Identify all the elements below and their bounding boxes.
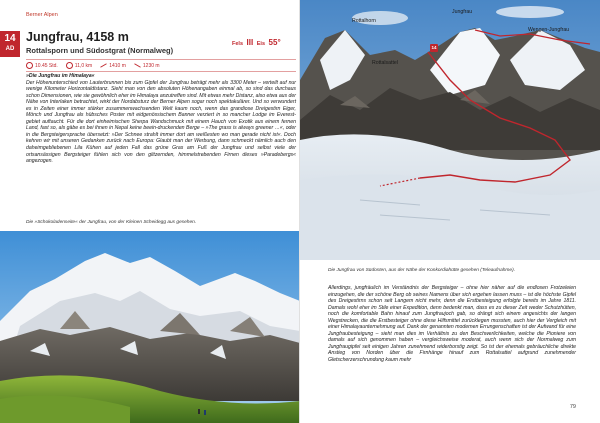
- page-number: 79: [569, 404, 576, 410]
- descent-icon: [134, 62, 141, 69]
- label-rottalhorn: Rottalhorn: [352, 18, 376, 24]
- tour-grade: AD: [5, 46, 15, 52]
- label-rottalsattel: Rottalsattel: [372, 60, 398, 66]
- stat-time-value: 10.45 Std.: [35, 62, 58, 69]
- jungfrau-southeast-photo: [300, 0, 600, 260]
- route-number-badge: 14: [431, 45, 437, 50]
- stat-descent-value: 1230 m: [142, 62, 160, 69]
- eis-label: Eis: [256, 41, 266, 47]
- jungfrau-north-photo: [0, 231, 300, 423]
- right-page: [300, 0, 600, 423]
- divider: [26, 71, 296, 72]
- label-wengen-jungfrau: Wengen-Jungfrau: [528, 27, 570, 33]
- difficulty-rating: [232, 38, 283, 47]
- stat-ascent: [100, 62, 126, 69]
- photo-caption-right: Die Jungfrau von Südosten, aus der Nähe der Konkordiahütte gesehen (Teleaufnahme).: [328, 268, 516, 273]
- eis-grade: 55°: [268, 38, 281, 47]
- distance-icon: [66, 62, 73, 69]
- ascent-icon: [100, 62, 107, 69]
- body-text-right: Allerdings, jungfräulich im Verständnis der Bergsteiger – ohne hier näher auf die endlosen Frotzeleien einzugehen, die der schöne Berg ob seines Namens über sich ergehen lassen muss – ist die höchste Gipfel des Dreigestirns schon seit Langem nicht mehr, denn die Erstbesteigung erfolgte bereits im Jahre 1811. Damals wohl eher im Stile einer Expedition, denn bedenkt man, dass es zu dieser Zeit weder Schutzhütten, noch die komfortable Bahn hinauf zum Jungfraujoch gab, so drängt sich einem angesichts der langen Wegstrecken, die die Erstbesteiger ohne diese Hilfsmittel zurücklegen mussten, auch hier der Vergleich mit einer Himalayaunternehmung auf. Dank der genannten modernen Errungenschaften ist der Aufwand für eine Jungfraubesteigung – sieht man dies im Verhältnis zu den Beschwerlichkeiten, welche die Pioniere von damals auf sich genommen haben – vergleichsweise moderat, auch wenn sich der Normalweg zum Jungfraugipfel seit einigen Jahren zunehmend widerborstig zeigt. So ist der ehemals gebräuchliche direkte Anstieg von Norden über die Firnhänge hinauf zum Rottalsattel aufgrund zunehmender Gletscherzerschrundung kaum mehr: [328, 285, 576, 363]
- stat-ascent-value: 1410 m: [109, 62, 126, 69]
- tour-number-badge: [0, 31, 20, 57]
- divider: [26, 59, 296, 60]
- fels-label: Fels: [232, 41, 244, 47]
- tour-title: Jungfrau, 4158 m: [26, 30, 129, 44]
- photo-caption-left: Die »Schokoladenseite« der Jungfrau, von der Kleinen Scheidegg aus gesehen.: [26, 220, 197, 225]
- intro-heading: »Die Jungfrau im Himalaya«: [26, 73, 95, 79]
- tour-subtitle: Rottalsporn und Südostgrat (Normalweg): [26, 46, 174, 55]
- stat-distance: [66, 62, 92, 69]
- clock-icon: [26, 62, 33, 69]
- fels-grade: III: [246, 38, 254, 47]
- intro-text: [26, 73, 296, 165]
- stat-descent: [134, 62, 160, 69]
- label-jungfrau: Jungfrau: [452, 9, 473, 15]
- stat-distance-value: 11,0 km: [74, 62, 93, 69]
- intro-body: Der Höhenunterschied von Lauterbrunnen bis zum Gipfel der Jungfrau beträgt mehr als 3300 Meter – verteilt auf nur wenige Kilometer Horizontaldistanz. Sieht man von den absoluten Höhenangaben einmal ab, so sind das durchaus schon Dimensionen, wie sie gewöhnlich eher im Himalaya anzutreffen sind. Mit etwas mehr Distanz, also etwa aus der Nähe von Interlaken betrachtet, wirkt der Nordabsturz der Berner Alpen sogar noch spektakulärer. Und so verwundert es in Zeiten einer immer stärker zusammenwachsenden Welt kaum noch, wenn das grandiose Dreigestirn Eiger, Mönch und Jungfrau als hübsches Poster mit eidgenössischem Banner verziert in so mancher Lodge im Everest-gebiet auftaucht. Für die dort einheimischen Sherpa Wandschmuck mit einem Hauch von Exotik aus einem fernen Land, fast so, als gäbe es bei ihnen in Nepal keine beein-druckenden Berge – »The grass is always greener …«, oder in die Bergsteigersprache übersetzt: »Der Schnee strahlt immer dort am weißesten wo man gerade nicht ist«. Doch kehren wir mit unseren Gedanken zurück nach Europa: Glaubt man der Werbung, dann schmeckt nämlich auch den daheimgebliebenen Lila Kühen auf jeden Fall das grüne Gras am Fuß der Jungfrau und selbst viele der ortsansässigen Bergsteiger fühlen sich von den glitzernden, himmelstrebenden Firnen dieses »Paradebergs« angezogen.: [26, 79, 296, 165]
- running-head: Berner Alpen: [26, 12, 58, 18]
- tour-stats: [26, 62, 160, 69]
- stat-time: [26, 62, 58, 69]
- tour-number: 14: [4, 33, 16, 44]
